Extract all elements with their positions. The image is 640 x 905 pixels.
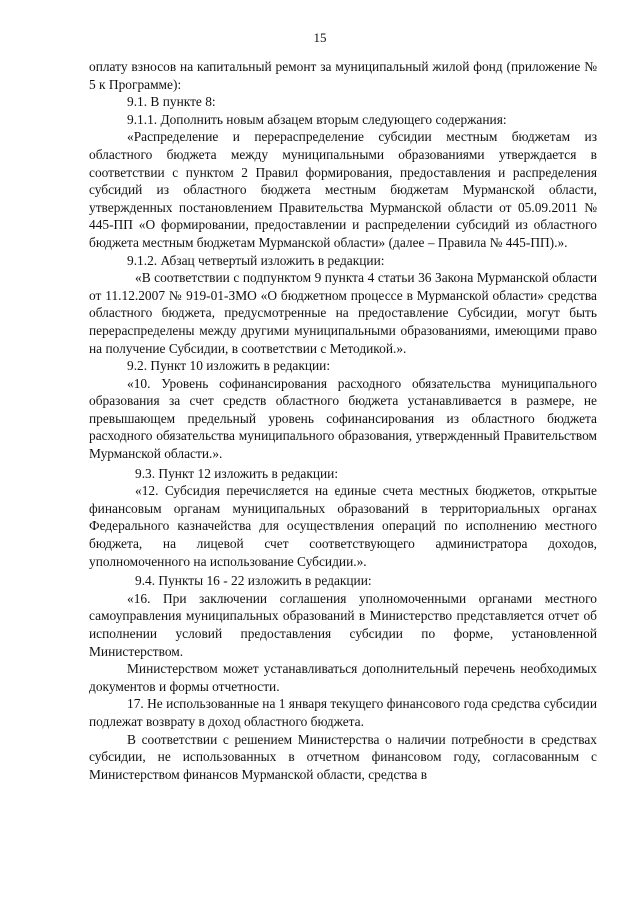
document-body xyxy=(89,58,597,783)
paragraph: 9.1.1. Дополнить новым абзацем вторым следующего содержания: xyxy=(127,111,507,127)
paragraph: Министерством может устанавливаться дополнительный перечень необходимых документов и формы отчетности. xyxy=(89,661,597,694)
paragraph: В соответствии с решением Министерства о наличии потребности в средствах субсидии, не использованных в отчетном финансовом году, согласованным с Министерством финансов Мурманской области, средства в xyxy=(89,731,597,782)
paragraph: оплату взносов на капитальный ремонт за муниципальный жилой фонд (приложение № 5 к Программе): xyxy=(89,59,597,92)
paragraph: «В соответствии с подпунктом 9 пункта 4 статьи 36 Закона Мурманской области от 11.12.2007 № 919-01-ЗМО «О бюджетном процессе в Мурманской области» средства областного бюджета, предусмотренные на предоставление Субсидии, могут быть перераспределены между другими муниципальными образованиями, имеющими право на получение Субсидии, в соответствии с Методикой.». xyxy=(89,270,597,356)
paragraph: «12. Субсидия перечисляется на единые счета местных бюджетов, открытые финансовым органам муниципальных образований в территориальных органах Федерального казначейства для осуществления операций по исполнению местного бюджета, на лицевой счет соответствующего администратора доходов, уполномоченного на использование Субсидии.». xyxy=(89,483,597,569)
paragraph: 9.1. В пункте 8: xyxy=(127,94,216,110)
paragraph: «Распределение и перераспределение субсидии местным бюджетам из областного бюджета между муниципальными образованиями утверждается в соответствии с пунктом 2 Правил формирования, предоставления и распределения субсидий из областного бюджета местным бюджетам Мурманской области, утвержденных постановлением Правительства Мурманской области от 05.09.2011 № 445-ПП «О формировании, предоставлении и распределении субсидий из областного бюджета местным бюджетам Мурманской области» (далее – Правила № 445-ПП).». xyxy=(89,129,597,250)
paragraph: «16. При заключении соглашения уполномоченными органами местного самоуправления муниципальных образований в Министерство представляется отчет об исполнении условий предоставления субсидии по форме, установленной Министерством. xyxy=(89,590,597,659)
paragraph: «10. Уровень софинансирования расходного обязательства муниципального образования за счет средств областного бюджета устанавливается в размере, не превышающем предельный уровень софинансирования из областного бюджета расходного обязательства муниципального образования, утвержденный Правительством Мурманской области.». xyxy=(89,375,597,462)
paragraph: 9.4. Пункты 16 - 22 изложить в редакции: xyxy=(135,573,372,589)
paragraph: 9.2. Пункт 10 изложить в редакции: xyxy=(127,358,331,374)
page-number: 15 xyxy=(313,30,327,45)
paragraph: 17. Не использованные на 1 января текущего финансового года средства субсидии подлежат возврату в доход областного бюджета. xyxy=(89,696,597,729)
paragraph: 9.1.2. Абзац четвертый изложить в редакции: xyxy=(127,252,385,268)
paragraph: 9.3. Пункт 12 изложить в редакции: xyxy=(135,465,339,481)
